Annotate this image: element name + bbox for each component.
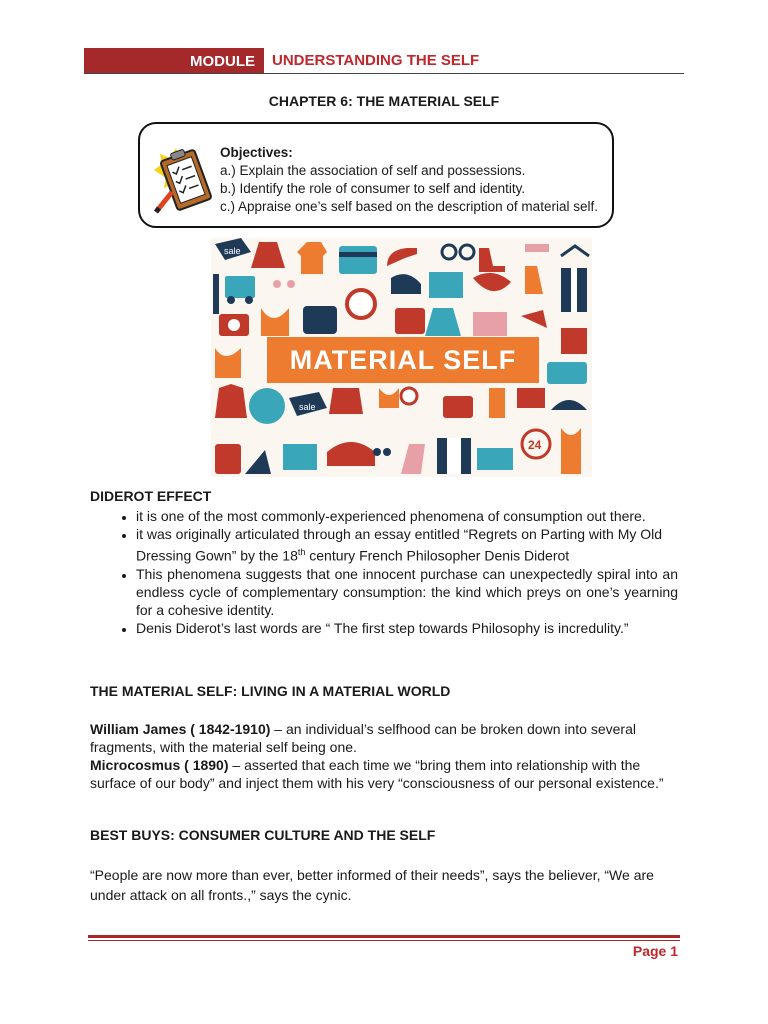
- list-item: • Denis Diderot’s last words are “ The first step towards Philosophy is incredulity.”: [136, 619, 678, 637]
- sunhat-icon: [327, 442, 375, 466]
- clipboard-icon: [150, 140, 214, 220]
- boot2-icon: [517, 388, 545, 408]
- jacket-icon: [425, 308, 461, 336]
- basket2-icon: [283, 444, 317, 470]
- material-world-heading: THE MATERIAL SELF: LIVING IN A MATERIAL WORLD: [90, 683, 451, 699]
- list-item: • it is one of the most commonly-experienced phenomena of consumption out there.: [136, 507, 678, 525]
- pump-icon: [245, 450, 271, 474]
- hat-icon: [473, 273, 511, 291]
- module-title: UNDERSTANDING THE SELF: [272, 52, 480, 69]
- objective-item: c.) Appraise one’s self based on the description of material self.: [220, 199, 598, 214]
- material-world-section: [90, 682, 678, 792]
- svg-text:sale: sale: [299, 402, 316, 412]
- best-buys-section: [90, 826, 678, 905]
- material-self-banner: [211, 238, 592, 477]
- module-header: [84, 48, 684, 74]
- card2-icon: [547, 362, 587, 384]
- svg-text:24: 24: [528, 438, 542, 452]
- dress-icon: [251, 242, 285, 268]
- bag-icon: [215, 444, 241, 474]
- diderot-section: [90, 487, 678, 637]
- clock-icon: [347, 290, 375, 318]
- heel-icon: [525, 266, 543, 294]
- basket-icon: [429, 272, 463, 298]
- objectives-box: [138, 122, 614, 228]
- wallet-icon: [473, 312, 507, 336]
- boot-icon: [479, 248, 505, 272]
- bikini-icon: [379, 388, 399, 408]
- microcosmus-paragraph: Microcosmus ( 1890) – asserted that each time we “bring them into relationship with the surface of our body” and inject them with his very “consciousness of our personal existence.”: [90, 757, 664, 791]
- glasses-icon: [442, 245, 456, 259]
- cart-icon: [401, 388, 417, 404]
- hanger-icon: [561, 246, 589, 256]
- diderot-heading: DIDEROT EFFECT: [90, 488, 212, 504]
- footer-divider: [88, 935, 680, 938]
- boot3-icon: [401, 444, 425, 474]
- objective-item: b.) Identify the role of consumer to self and identity.: [220, 181, 526, 196]
- top-icon: [297, 242, 327, 274]
- hat2-icon: [551, 400, 587, 410]
- blouse-icon: [215, 348, 241, 378]
- chapter-title: CHAPTER 6: THE MATERIAL SELF: [268, 93, 500, 109]
- objectives-text: [220, 144, 598, 216]
- handbag-icon: [395, 308, 425, 334]
- skirt-icon: [329, 388, 363, 414]
- best-buys-quote: “People are now more than ever, better informed of their needs”, says the believer, “We are under attack on all fronts.,” says the cynic.: [90, 867, 654, 903]
- suitcase-icon: [303, 306, 337, 334]
- card-icon: [339, 246, 377, 274]
- cash-register-icon: [561, 328, 587, 354]
- heel2-icon: [489, 388, 505, 418]
- list-item: • it was originally articulated through an essay entitled “Regrets on Parting with My Old Dressing Gown” by the 18th century French Philosopher Denis Diderot: [136, 525, 678, 565]
- camera2-icon: [443, 396, 473, 418]
- diderot-list: [90, 507, 678, 637]
- shoe2-icon: [521, 310, 547, 328]
- belt-icon: [525, 244, 549, 252]
- thumbs-up-icon: [249, 388, 285, 424]
- dress2-icon: [215, 384, 247, 418]
- sale-tag-icon: [215, 238, 251, 260]
- shoe-icon: [391, 274, 421, 294]
- objective-item: a.) Explain the association of self and possessions.: [220, 163, 526, 178]
- banner-title: MATERIAL SELF: [267, 337, 539, 383]
- tank-top2-icon: [561, 428, 581, 474]
- truck2-icon: [477, 448, 513, 470]
- iron-icon: [387, 248, 417, 266]
- module-label: MODULE: [84, 48, 264, 74]
- footer-divider-thin: [88, 940, 680, 941]
- list-item: • This phenomena suggests that one innocent purchase can unexpectedly spiral into an endless cycle of complementary consumption: the kind which preys on one’s yearning for a cohesive identity.: [136, 565, 678, 619]
- svg-text:sale: sale: [224, 246, 241, 256]
- tank-top-icon: [261, 308, 289, 336]
- earrings-icon: [273, 280, 281, 288]
- objectives-heading: Objectives:: [220, 145, 293, 160]
- sale-tag2-icon: [289, 392, 327, 416]
- page-number: Page 1: [632, 943, 678, 959]
- best-buys-heading: BEST BUYS: CONSUMER CULTURE AND THE SELF: [90, 827, 436, 843]
- truck-icon: [225, 276, 255, 298]
- william-james-paragraph: William James ( 1842-1910) – an individual’s selfhood can be broken down into several fragments, with the material self being one.: [90, 721, 636, 755]
- header-divider: [84, 73, 684, 74]
